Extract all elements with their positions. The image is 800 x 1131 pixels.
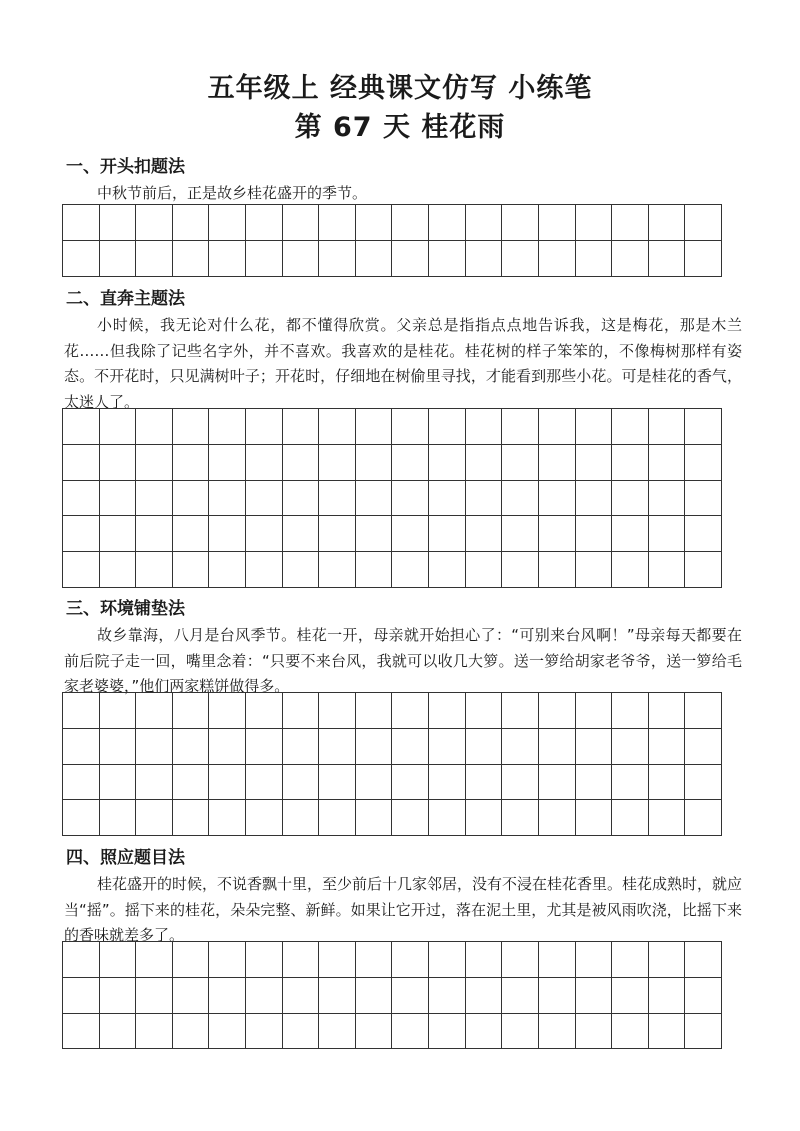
grid-cell[interactable]: [392, 942, 429, 978]
grid-cell[interactable]: [502, 729, 539, 765]
grid-cell[interactable]: [502, 693, 539, 729]
grid-cell[interactable]: [356, 445, 393, 481]
grid-cell[interactable]: [612, 205, 649, 241]
section-heading-1: 一、开头扣题法: [66, 157, 185, 177]
grid-cell[interactable]: [246, 693, 283, 729]
grid-cell[interactable]: [576, 481, 613, 517]
grid-cell[interactable]: [466, 481, 503, 517]
grid-cell[interactable]: [466, 978, 503, 1014]
grid-cell[interactable]: [136, 205, 173, 241]
grid-cell[interactable]: [356, 765, 393, 801]
grid-cell[interactable]: [576, 693, 613, 729]
grid-cell[interactable]: [283, 516, 320, 552]
grid-cell[interactable]: [539, 729, 576, 765]
grid-cell[interactable]: [539, 481, 576, 517]
grid-cell[interactable]: [429, 445, 466, 481]
grid-cell[interactable]: [283, 205, 320, 241]
grid-cell[interactable]: [136, 978, 173, 1014]
grid-cell[interactable]: [612, 552, 649, 588]
grid-cell[interactable]: [576, 409, 613, 445]
grid-cell[interactable]: [612, 481, 649, 517]
grid-cell[interactable]: [319, 765, 356, 801]
grid-cell[interactable]: [502, 1014, 539, 1050]
grid-cell[interactable]: [356, 241, 393, 277]
grid-cell[interactable]: [429, 205, 466, 241]
grid-cell[interactable]: [685, 481, 722, 517]
grid-cell[interactable]: [63, 800, 100, 836]
grid-cell[interactable]: [649, 481, 686, 517]
grid-cell[interactable]: [576, 205, 613, 241]
grid-cell[interactable]: [649, 409, 686, 445]
grid-cell[interactable]: [466, 729, 503, 765]
grid-cell[interactable]: [502, 445, 539, 481]
grid-cell[interactable]: [466, 205, 503, 241]
grid-cell[interactable]: [502, 978, 539, 1014]
writing-grid-1[interactable]: [62, 204, 722, 277]
grid-cell[interactable]: [209, 552, 246, 588]
grid-cell[interactable]: [539, 205, 576, 241]
grid-cell[interactable]: [429, 516, 466, 552]
grid-cell[interactable]: [649, 729, 686, 765]
grid-cell[interactable]: [63, 765, 100, 801]
grid-cell[interactable]: [283, 481, 320, 517]
grid-cell[interactable]: [136, 1014, 173, 1050]
grid-cell[interactable]: [63, 978, 100, 1014]
grid-cell[interactable]: [246, 516, 283, 552]
writing-grid-2[interactable]: [62, 408, 722, 588]
grid-cell[interactable]: [649, 552, 686, 588]
grid-cell[interactable]: [246, 445, 283, 481]
grid-cell[interactable]: [173, 481, 210, 517]
grid-cell[interactable]: [466, 942, 503, 978]
grid-cell[interactable]: [319, 241, 356, 277]
grid-cell[interactable]: [136, 800, 173, 836]
grid-cell[interactable]: [612, 800, 649, 836]
grid-cell[interactable]: [539, 516, 576, 552]
grid-cell[interactable]: [63, 205, 100, 241]
grid-cell[interactable]: [246, 205, 283, 241]
grid-cell[interactable]: [209, 516, 246, 552]
day-title: 第 67 天 桂花雨: [294, 112, 506, 143]
grid-cell[interactable]: [246, 481, 283, 517]
grid-cell[interactable]: [283, 1014, 320, 1050]
grid-cell[interactable]: [136, 409, 173, 445]
grid-cell[interactable]: [356, 481, 393, 517]
grid-cell[interactable]: [612, 765, 649, 801]
grid-cell[interactable]: [649, 241, 686, 277]
grid-cell[interactable]: [539, 942, 576, 978]
grid-cell[interactable]: [429, 693, 466, 729]
grid-cell[interactable]: [392, 693, 429, 729]
grid-cell[interactable]: [649, 693, 686, 729]
grid-cell[interactable]: [429, 1014, 466, 1050]
grid-cell[interactable]: [100, 516, 137, 552]
grid-cell[interactable]: [136, 729, 173, 765]
section-text-3: 故乡靠海，八月是台风季节。桂花一开，母亲就开始担心了：“可别来台风啊！”母亲每天都要在前后院子走一回，嘴里念着：“只要不来台风，我就可以收几大箩。送一箩给胡家老爷爷，送一箩给毛家老婆婆，”他们两家糕饼做得多。: [64, 626, 742, 695]
grid-cell[interactable]: [685, 693, 722, 729]
grid-cell[interactable]: [466, 693, 503, 729]
grid-cell[interactable]: [356, 205, 393, 241]
grid-cell[interactable]: [502, 552, 539, 588]
grid-cell[interactable]: [283, 729, 320, 765]
grid-cell[interactable]: [63, 1014, 100, 1050]
grid-cell[interactable]: [612, 942, 649, 978]
grid-cell[interactable]: [576, 942, 613, 978]
grid-cell[interactable]: [466, 516, 503, 552]
grid-cell[interactable]: [612, 978, 649, 1014]
grid-cell[interactable]: [356, 409, 393, 445]
grid-cell[interactable]: [319, 205, 356, 241]
grid-cell[interactable]: [100, 409, 137, 445]
grid-cell[interactable]: [466, 241, 503, 277]
grid-cell[interactable]: [173, 409, 210, 445]
grid-cell[interactable]: [539, 552, 576, 588]
grid-cell[interactable]: [502, 800, 539, 836]
grid-cell[interactable]: [209, 978, 246, 1014]
grid-cell[interactable]: [466, 1014, 503, 1050]
grid-cell[interactable]: [392, 1014, 429, 1050]
grid-cell[interactable]: [173, 552, 210, 588]
grid-cell[interactable]: [429, 800, 466, 836]
grid-cell[interactable]: [173, 978, 210, 1014]
grid-cell[interactable]: [283, 942, 320, 978]
grid-cell[interactable]: [502, 409, 539, 445]
grid-cell[interactable]: [429, 241, 466, 277]
grid-cell[interactable]: [576, 552, 613, 588]
grid-cell[interactable]: [539, 409, 576, 445]
grid-cell[interactable]: [502, 481, 539, 517]
grid-cell[interactable]: [100, 205, 137, 241]
grid-cell[interactable]: [576, 978, 613, 1014]
grid-cell[interactable]: [283, 241, 320, 277]
grid-cell[interactable]: [539, 765, 576, 801]
grid-cell[interactable]: [502, 942, 539, 978]
grid-cell[interactable]: [100, 1014, 137, 1050]
grid-cell[interactable]: [209, 693, 246, 729]
grid-cell[interactable]: [356, 978, 393, 1014]
grid-cell[interactable]: [466, 445, 503, 481]
grid-cell[interactable]: [319, 693, 356, 729]
grid-cell[interactable]: [63, 481, 100, 517]
grid-cell[interactable]: [319, 516, 356, 552]
grid-cell[interactable]: [392, 800, 429, 836]
grid-cell[interactable]: [136, 942, 173, 978]
grid-cell[interactable]: [539, 241, 576, 277]
grid-cell[interactable]: [209, 942, 246, 978]
grid-cell[interactable]: [319, 552, 356, 588]
grid-cell[interactable]: [283, 445, 320, 481]
grid-cell[interactable]: [392, 205, 429, 241]
grid-cell[interactable]: [685, 205, 722, 241]
grid-cell[interactable]: [466, 409, 503, 445]
grid-cell[interactable]: [173, 205, 210, 241]
grid-cell[interactable]: [173, 729, 210, 765]
grid-cell[interactable]: [685, 1014, 722, 1050]
grid-cell[interactable]: [136, 765, 173, 801]
grid-cell[interactable]: [100, 241, 137, 277]
grid-cell[interactable]: [246, 978, 283, 1014]
grid-cell[interactable]: [429, 765, 466, 801]
grid-cell[interactable]: [63, 516, 100, 552]
grid-cell[interactable]: [539, 445, 576, 481]
grid-cell[interactable]: [429, 729, 466, 765]
grid-cell[interactable]: [136, 241, 173, 277]
grid-cell[interactable]: [100, 729, 137, 765]
grid-cell[interactable]: [356, 1014, 393, 1050]
grid-cell[interactable]: [685, 942, 722, 978]
grid-cell[interactable]: [319, 800, 356, 836]
grid-cell[interactable]: [63, 445, 100, 481]
grid-cell[interactable]: [649, 205, 686, 241]
grid-cell[interactable]: [209, 1014, 246, 1050]
grid-cell[interactable]: [685, 978, 722, 1014]
grid-cell[interactable]: [100, 942, 137, 978]
grid-cell[interactable]: [502, 765, 539, 801]
grid-cell[interactable]: [685, 800, 722, 836]
grid-cell[interactable]: [466, 552, 503, 588]
grid-cell[interactable]: [466, 765, 503, 801]
grid-cell[interactable]: [100, 481, 137, 517]
grid-cell[interactable]: [429, 552, 466, 588]
grid-cell[interactable]: [246, 729, 283, 765]
grid-cell[interactable]: [576, 729, 613, 765]
grid-cell[interactable]: [283, 552, 320, 588]
grid-cell[interactable]: [136, 516, 173, 552]
grid-cell[interactable]: [63, 693, 100, 729]
grid-cell[interactable]: [685, 516, 722, 552]
grid-cell[interactable]: [63, 729, 100, 765]
grid-cell[interactable]: [209, 205, 246, 241]
grid-cell[interactable]: [649, 942, 686, 978]
grid-cell[interactable]: [63, 942, 100, 978]
grid-cell[interactable]: [100, 552, 137, 588]
grid-cell[interactable]: [612, 729, 649, 765]
grid-cell[interactable]: [429, 978, 466, 1014]
grid-cell[interactable]: [246, 942, 283, 978]
grid-cell[interactable]: [209, 445, 246, 481]
grid-cell[interactable]: [502, 241, 539, 277]
grid-cell[interactable]: [392, 765, 429, 801]
section-heading-2: 二、直奔主题法: [66, 289, 185, 309]
grid-cell[interactable]: [612, 445, 649, 481]
grid-cell[interactable]: [649, 978, 686, 1014]
grid-cell[interactable]: [319, 409, 356, 445]
grid-cell[interactable]: [576, 1014, 613, 1050]
grid-cell[interactable]: [173, 693, 210, 729]
grid-cell[interactable]: [63, 409, 100, 445]
grid-cell[interactable]: [502, 516, 539, 552]
grid-cell[interactable]: [649, 445, 686, 481]
grid-cell[interactable]: [283, 765, 320, 801]
grid-cell[interactable]: [136, 481, 173, 517]
grid-cell[interactable]: [392, 552, 429, 588]
grid-cell[interactable]: [356, 942, 393, 978]
grid-cell[interactable]: [576, 765, 613, 801]
grid-cell[interactable]: [612, 693, 649, 729]
grid-cell[interactable]: [576, 445, 613, 481]
grid-cell[interactable]: [136, 693, 173, 729]
grid-cell[interactable]: [283, 978, 320, 1014]
section-text-1: 中秋节前后，正是故乡桂花盛开的季节。: [97, 184, 368, 202]
grid-cell[interactable]: [63, 552, 100, 588]
grid-cell[interactable]: [685, 241, 722, 277]
grid-cell[interactable]: [392, 729, 429, 765]
grid-cell[interactable]: [173, 765, 210, 801]
grid-cell[interactable]: [319, 978, 356, 1014]
grid-cell[interactable]: [63, 241, 100, 277]
grid-cell[interactable]: [685, 445, 722, 481]
grid-cell[interactable]: [649, 765, 686, 801]
grid-cell[interactable]: [283, 693, 320, 729]
grid-cell[interactable]: [209, 765, 246, 801]
grid-cell[interactable]: [319, 942, 356, 978]
grid-cell[interactable]: [649, 1014, 686, 1050]
grid-cell[interactable]: [283, 800, 320, 836]
grid-cell[interactable]: [392, 409, 429, 445]
grid-cell[interactable]: [246, 765, 283, 801]
grid-cell[interactable]: [100, 800, 137, 836]
grid-cell[interactable]: [356, 729, 393, 765]
grid-cell[interactable]: [136, 552, 173, 588]
grid-cell[interactable]: [246, 241, 283, 277]
section-text-4: 桂花盛开的时候，不说香飘十里，至少前后十几家邻居，没有不浸在桂花香里。桂花成熟时，就应当“摇”。摇下来的桂花，朵朵完整、新鲜。如果让它开过，落在泥土里，尤其是被风雨吹浇，比摇下来的香味就差多了。: [64, 875, 743, 944]
grid-cell[interactable]: [502, 205, 539, 241]
grid-cell[interactable]: [100, 765, 137, 801]
grid-cell[interactable]: [319, 481, 356, 517]
grid-cell[interactable]: [466, 800, 503, 836]
grid-cell[interactable]: [392, 445, 429, 481]
grid-cell[interactable]: [246, 1014, 283, 1050]
grid-cell[interactable]: [685, 409, 722, 445]
grid-cell[interactable]: [392, 481, 429, 517]
grid-cell[interactable]: [173, 942, 210, 978]
worksheet-title: 五年级上 经典课文仿写 小练笔: [207, 73, 593, 104]
grid-cell[interactable]: [539, 978, 576, 1014]
section-text-2: 小时候，我无论对什么花，都不懂得欣赏。父亲总是指指点点地告诉我，这是梅花，那是木兰花……但我除了记些名字外，并不喜欢。我喜欢的是桂花。桂花树的样子笨笨的，不像梅树那样有姿态。不开花时，只见满树叶子；开花时，仔细地在树偷里寻找，才能看到那些小花。可是桂花的香气，太迷人了。: [64, 316, 742, 411]
grid-cell[interactable]: [100, 445, 137, 481]
grid-cell[interactable]: [246, 409, 283, 445]
grid-cell[interactable]: [612, 409, 649, 445]
grid-cell[interactable]: [612, 241, 649, 277]
grid-cell[interactable]: [539, 1014, 576, 1050]
grid-cell[interactable]: [539, 693, 576, 729]
grid-cell[interactable]: [209, 241, 246, 277]
writing-grid-3[interactable]: [62, 692, 722, 836]
grid-cell[interactable]: [209, 481, 246, 517]
grid-cell[interactable]: [173, 1014, 210, 1050]
section-heading-4: 四、照应题目法: [66, 848, 185, 868]
section-heading-3: 三、环境铺垫法: [66, 599, 185, 619]
grid-cell[interactable]: [136, 445, 173, 481]
grid-cell[interactable]: [319, 445, 356, 481]
grid-cell[interactable]: [612, 1014, 649, 1050]
grid-cell[interactable]: [649, 800, 686, 836]
grid-cell[interactable]: [100, 978, 137, 1014]
grid-cell[interactable]: [246, 800, 283, 836]
grid-cell[interactable]: [392, 241, 429, 277]
grid-cell[interactable]: [392, 978, 429, 1014]
grid-cell[interactable]: [319, 1014, 356, 1050]
grid-cell[interactable]: [209, 800, 246, 836]
grid-cell[interactable]: [576, 800, 613, 836]
grid-cell[interactable]: [356, 693, 393, 729]
grid-cell[interactable]: [356, 516, 393, 552]
grid-cell[interactable]: [612, 516, 649, 552]
grid-cell[interactable]: [173, 241, 210, 277]
grid-cell[interactable]: [100, 693, 137, 729]
grid-cell[interactable]: [173, 800, 210, 836]
grid-cell[interactable]: [685, 729, 722, 765]
grid-cell[interactable]: [649, 516, 686, 552]
grid-cell[interactable]: [429, 942, 466, 978]
grid-cell[interactable]: [356, 552, 393, 588]
grid-cell[interactable]: [209, 729, 246, 765]
writing-grid-4[interactable]: [62, 941, 722, 1049]
grid-cell[interactable]: [356, 800, 393, 836]
grid-cell[interactable]: [685, 552, 722, 588]
grid-cell[interactable]: [209, 409, 246, 445]
grid-cell[interactable]: [576, 241, 613, 277]
grid-cell[interactable]: [173, 516, 210, 552]
grid-cell[interactable]: [576, 516, 613, 552]
grid-cell[interactable]: [429, 481, 466, 517]
grid-cell[interactable]: [319, 729, 356, 765]
grid-cell[interactable]: [392, 516, 429, 552]
grid-cell[interactable]: [246, 552, 283, 588]
grid-cell[interactable]: [283, 409, 320, 445]
grid-cell[interactable]: [429, 409, 466, 445]
grid-cell[interactable]: [173, 445, 210, 481]
grid-cell[interactable]: [539, 800, 576, 836]
grid-cell[interactable]: [685, 765, 722, 801]
